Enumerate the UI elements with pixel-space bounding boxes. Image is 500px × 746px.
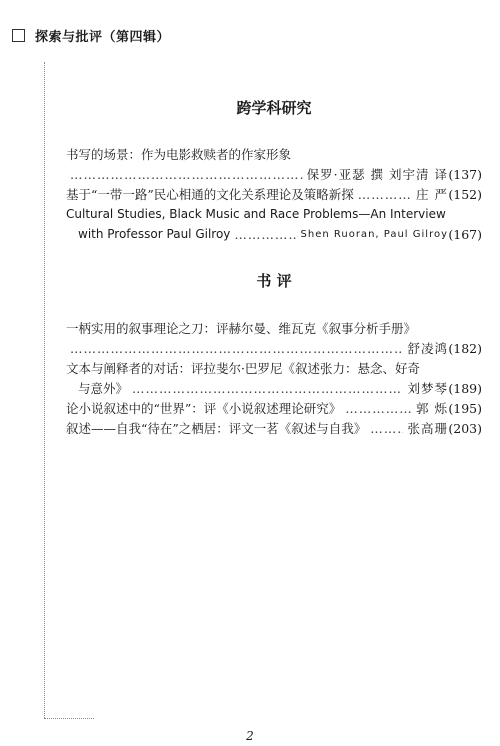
toc-entry bbox=[66, 184, 482, 204]
entry-title: 论小说叙述中的“世界”：评《小说叙述理论研究》 bbox=[66, 401, 342, 416]
entry-title: 书写的场景：作为电影救赎者的作家形象 bbox=[66, 147, 292, 162]
toc-entry bbox=[66, 418, 482, 438]
toc-entry-title bbox=[66, 318, 482, 338]
entry-page: (203) bbox=[448, 420, 482, 436]
entry-author: 庄 严 bbox=[416, 187, 448, 202]
series-title: 探索与批评（第四辑） bbox=[35, 29, 171, 45]
toc-entry-title bbox=[66, 358, 482, 378]
toc-entry-meta bbox=[66, 224, 482, 244]
toc-entry-meta bbox=[66, 338, 482, 358]
entry-title-line1: Cultural Studies, Black Music and Race Problems—An Interview bbox=[66, 207, 446, 221]
entry-title: 基于“一带一路”民心相通的文化关系理论及策略新探 bbox=[66, 187, 354, 202]
entry-page: (182) bbox=[448, 340, 482, 356]
entry-author: 保罗·亚瑟 撰 刘宇清 译 bbox=[306, 167, 448, 182]
entry-page: (152) bbox=[448, 186, 482, 202]
entry-page: (195) bbox=[448, 400, 482, 416]
page-number: 2 bbox=[246, 729, 254, 743]
entry-title: 一柄实用的叙事理论之刀：评赫尔曼、维瓦克《叙事分析手册》 bbox=[66, 321, 417, 336]
entry-page: (167) bbox=[448, 226, 482, 242]
entry-author: Shen Ruoran, Paul Gilroy bbox=[300, 228, 448, 240]
entry-author: 郭 烁 bbox=[416, 401, 448, 416]
header-square-icon bbox=[12, 29, 25, 42]
entry-page: (137) bbox=[448, 166, 482, 182]
leader-dots bbox=[70, 167, 303, 182]
leader-dots bbox=[234, 227, 296, 242]
section-title-interdisciplinary: 跨学科研究 bbox=[236, 99, 312, 117]
section-title-book-review: 书 评 bbox=[256, 272, 292, 290]
leader-dots bbox=[358, 187, 412, 202]
entry-title-line2: with Professor Paul Gilroy bbox=[78, 227, 231, 241]
entry-author: 刘梦琴 bbox=[407, 381, 448, 396]
entry-author: 舒凌鸿 bbox=[407, 341, 448, 356]
toc-entry bbox=[66, 398, 482, 418]
entry-title: 叙述——自我“待在”之栖居：评文一茗《叙述与自我》 bbox=[66, 421, 367, 436]
toc-entry-title bbox=[66, 204, 482, 224]
running-header bbox=[12, 27, 170, 43]
leader-dots bbox=[70, 341, 403, 356]
entry-page: (189) bbox=[448, 380, 482, 396]
toc-entry-meta bbox=[66, 164, 482, 184]
entry-title-line2: 与意外》 bbox=[78, 381, 129, 396]
entry-title-line1: 文本与阐释者的对话：评拉斐尔·巴罗尼《叙述张力：悬念、好奇 bbox=[66, 361, 420, 376]
margin-rule bbox=[44, 62, 45, 718]
toc-entry-meta bbox=[66, 378, 482, 398]
toc-entry-title bbox=[66, 144, 482, 164]
margin-rule-foot bbox=[44, 718, 94, 719]
leader-dots bbox=[370, 421, 403, 436]
leader-dots bbox=[345, 401, 412, 416]
entry-author: 张高珊 bbox=[407, 421, 448, 436]
leader-dots bbox=[132, 381, 403, 396]
